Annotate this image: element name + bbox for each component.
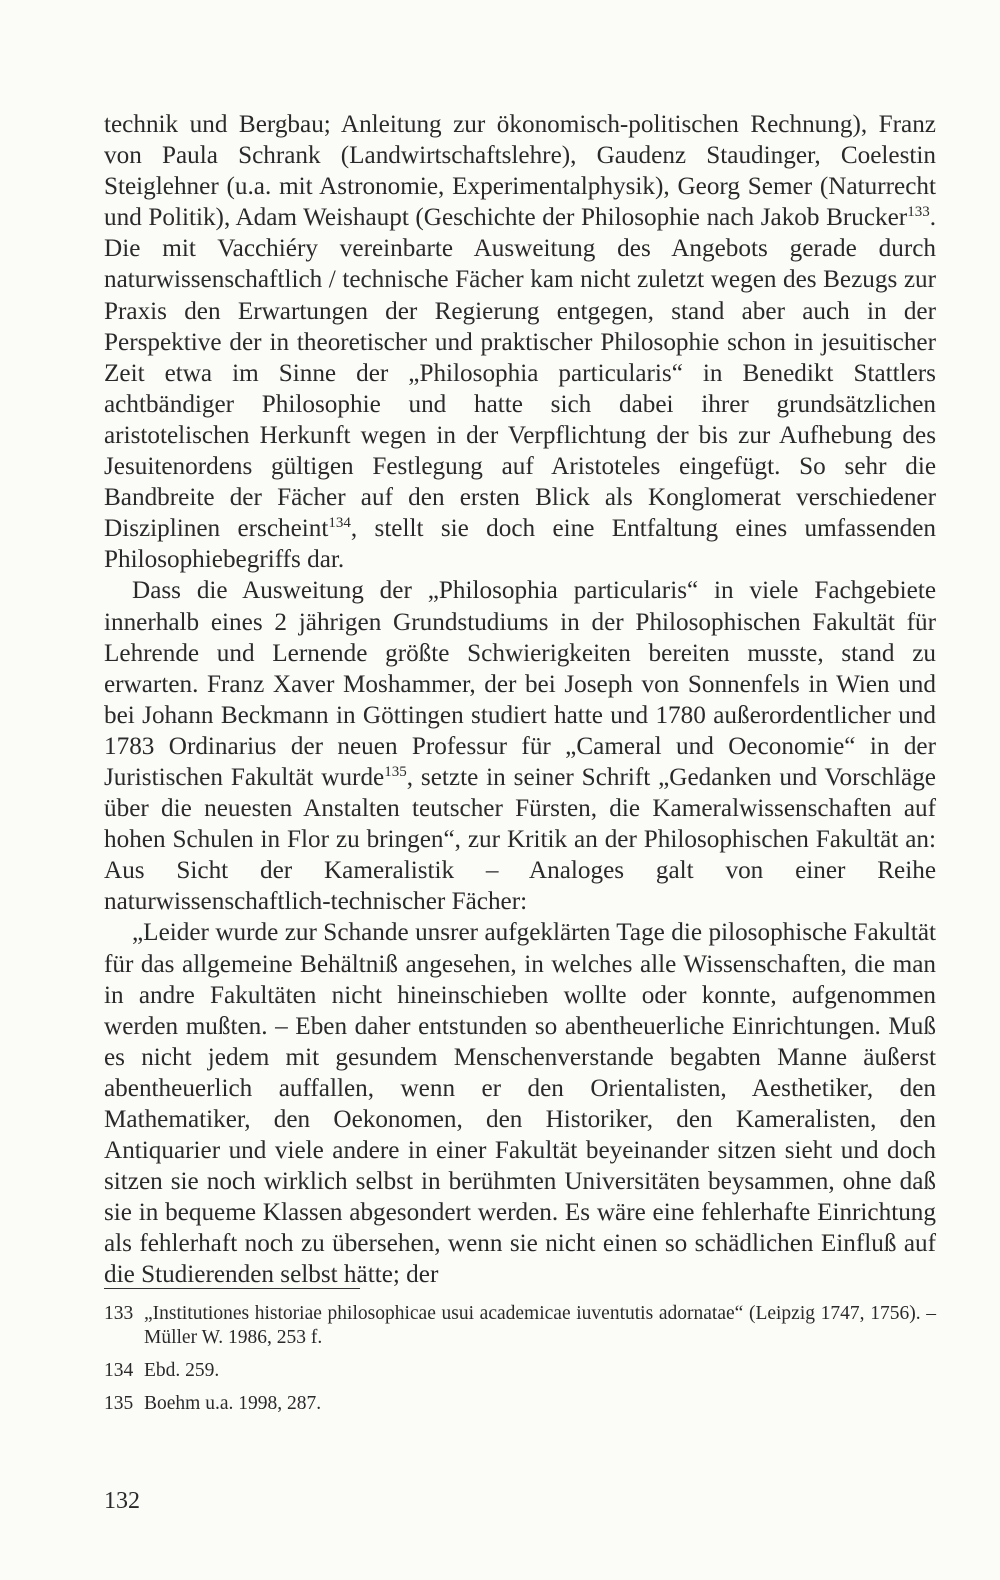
paragraph-1-text-1: technik und Bergbau; Anleitung zur ökonomisch-politischen Rechnung), Franz von Paula Schrank (Landwirtschaftslehre), Gaudenz Staudinger, Coelestin Steiglehner (u.a. mit Astronomie, Experimentalphysik), Georg Semer (Naturrecht und Politik), Adam Weishaupt (Geschichte der Philosophie nach Jakob Brucker [104, 111, 936, 232]
paragraph-2-text-1: Dass die Ausweitung der „Philosophia particularis“ in viele Fachgebiete innerhalb eines 2 jährigen Grundstudiums in der Philosophischen Fakultät für Lehrende und Lernende größte Schwierigkeiten bereiten musste, stand zu erwarten. Franz Xaver Moshammer, der bei Joseph von Sonnenfels in Wien und bei Johann Beckmann in Göttingen studiert hatte und 1780 außerordentlicher und 1783 Ordinarius der neuen Professur für „Cameral und Oeconomie“ in der Juristischen Fakultät wurde [104, 577, 936, 791]
footnote-ref-134: 134 [328, 515, 351, 532]
footnote-number: 133 [104, 1303, 134, 1324]
footnotes [104, 1302, 936, 1425]
paragraph-1-text-3: , stellt sie doch eine Entfaltung eines umfassenden Philosophiebegriffs dar. [104, 515, 936, 574]
block-quote-text: „Leider wurde zur Schande unsrer aufgeklärten Tage die pilosophische Fakultät für das allgemeine Behältniß angesehen, in welches alle Wissenschaften, die man in andre Fakultäten nicht hineinschieben wollte oder konnte, aufgenommen werden mußten. – Eben daher entstunden so abentheuerliche Einrichtungen. Muß es nicht jedem mit gesundem Menschenverstande begabten Manne äußerst abentheuerlich auffallen, wenn er den Orientalisten, Aesthetiker, den Mathematiker, den Oekonomen, den Historiker, den Kameralisten, den Antiquarier und viele andere in einer Fakultät beyeinander sitzen sieht und doch sitzen sie noch wirklich selbst in berühmten Universitäten beysammen, ohne daß sie in bequeme Klassen abgesondert werden. Es wäre eine fehlerhafte Einrichtung als fehlerhaft noch zu übersehen, wenn sie nicht einen so schädlichen Einfluß auf die Studierenden selbst hätte; der [104, 919, 936, 1289]
block-quote [104, 917, 936, 1290]
footnote-135 [104, 1392, 936, 1416]
footnote-separator [104, 1288, 360, 1289]
footnote-number: 134 [104, 1360, 134, 1381]
body-text [104, 109, 936, 1291]
footnote-133 [104, 1302, 936, 1350]
paragraph-1-text-2: . Die mit Vacchiéry vereinbarte Ausweitung des Angebots gerade durch naturwissenschaftlich / technische Fächer kam nicht zuletzt wegen des Bezugs zur Praxis den Erwartungen der Regierung entgegen, stand aber auch in der Perspektive der in theoretischer und praktischer Philosophie schon in jesuitischer Zeit etwa im Sinne der „Philosophia particularis“ in Benedikt Stattlers achtbändiger Philosophie und hatte sich dabei ihrer grundsätzlichen aristotelischen Herkunft wegen in der Verpflichtung der bis zur Aufhebung des Jesuitenordens gültigen Festlegung auf Aristoteles eingefügt. So sehr die Bandbreite der Fächer auf den ersten Blick als Konglomerat verschiedener Disziplinen erscheint [104, 204, 936, 543]
paragraph-2 [104, 575, 936, 917]
footnote-text: Ebd. 259. [144, 1360, 220, 1381]
footnote-text: „Institutiones historiae philosophicae usui academicae iuventutis adornatae“ (Leipzig 1747, 1756). – Müller W. 1986, 253 f. [144, 1303, 936, 1348]
page-number: 132 [104, 1488, 140, 1514]
paragraph-1 [104, 109, 936, 575]
footnote-text: Boehm u.a. 1998, 287. [144, 1393, 322, 1414]
footnote-134 [104, 1359, 936, 1383]
footnote-ref-133: 133 [907, 204, 930, 221]
paragraph-2-text-2: , setzte in seiner Schrift „Gedanken und Vorschläge über die neuesten Anstalten teutscher Fürsten, die Kameralwissenschaften auf hohen Schulen in Flor zu bringen“, zur Kritik an der Philosophischen Fakultät an: Aus Sicht der Kameralistik – Analoges galt von einer Reihe naturwissenschaftlich-technischer Fächer: [104, 763, 936, 916]
footnote-number: 135 [104, 1393, 134, 1414]
footnote-ref-135: 135 [384, 763, 407, 780]
